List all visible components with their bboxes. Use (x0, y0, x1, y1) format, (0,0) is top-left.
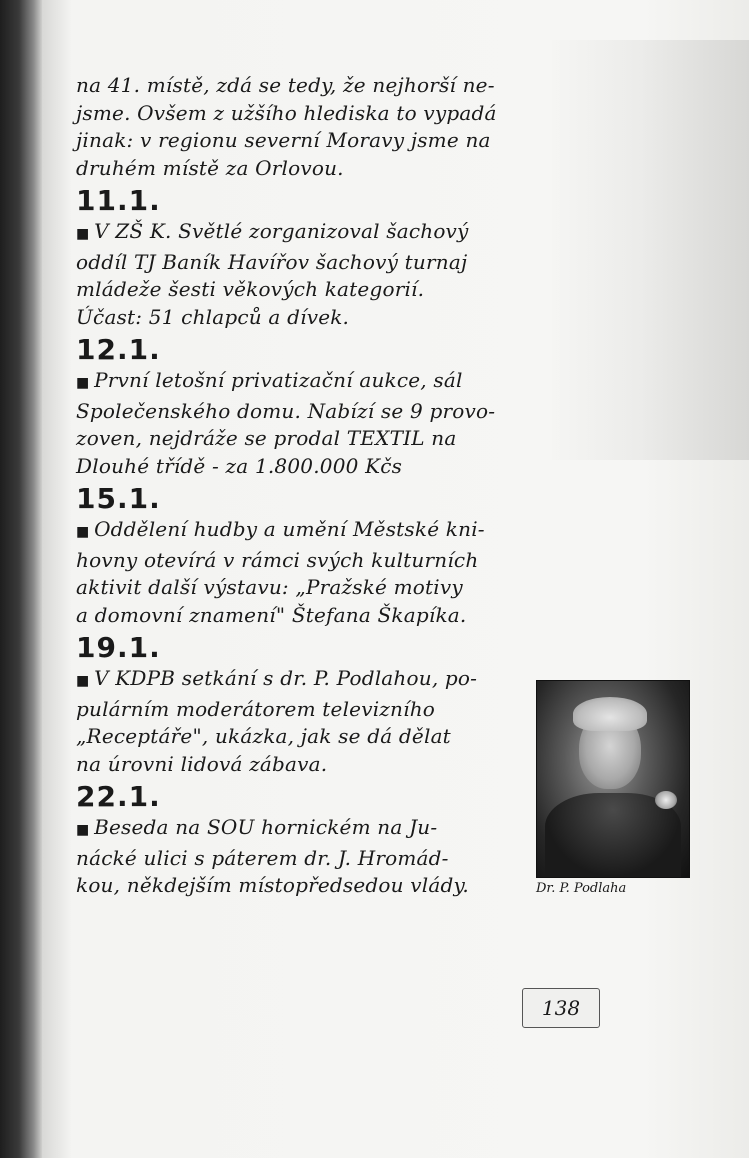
text-line: na 41. místě, zdá se tedy, že nejhorší ne- (76, 73, 495, 97)
text-line: oddíl TJ Baník Havířov šachový turnaj (76, 249, 468, 274)
text-line: zoven, nejdráže se prodal TEXTIL na (76, 426, 457, 450)
text-line: nácké ulici s páterem dr. J. Hromád- (76, 845, 449, 870)
text-line: ■ V KDPB setkání s dr. P. Podlahou, po- (76, 665, 546, 696)
portrait-photo (536, 680, 690, 878)
entry-date: 19.1. (76, 631, 161, 664)
entry-continuation (76, 72, 546, 182)
text-line: Účast: 51 chlapců a dívek. (76, 304, 350, 329)
entry-date: 22.1. (76, 780, 161, 813)
text-line: ■ Beseda na SOU hornickém na Ju- (76, 814, 546, 845)
text-line: a domovní znamení" Štefana Škapíka. (76, 602, 467, 627)
text-line: ■ První letošní privatizační aukce, sál (76, 367, 546, 398)
entry-date: 12.1. (76, 333, 161, 366)
chronicle-text (76, 72, 546, 900)
entry-22-1 (76, 780, 546, 900)
book-spine (0, 0, 42, 1158)
text-line: mládeže šesti věkových kategorií. (76, 277, 425, 301)
entry-15-1 (76, 482, 546, 629)
text-line: „Receptáře", ukázka, jak se dá dělat (76, 724, 451, 748)
entry-11-1 (76, 184, 546, 331)
bleed-through-shadow (549, 40, 749, 460)
text-line: ■ Oddělení hudby a umění Městské kni- (76, 516, 546, 547)
entry-date: 15.1. (76, 482, 161, 515)
text-line: druhém místě za Orlovou. (76, 155, 344, 180)
page-number: 138 (522, 988, 600, 1028)
text-line: jsme. Ovšem z užšího hlediska to vypadá (76, 100, 497, 125)
microphone-icon (655, 791, 677, 809)
entry-19-1 (76, 631, 546, 778)
text-line: ■ V ZŠ K. Světlé zorganizoval šachový (76, 218, 546, 249)
photo-caption: Dr. P. Podlaha (536, 881, 627, 896)
text-line: hovny otevírá v rámci svých kulturních (76, 547, 479, 572)
entry-date: 11.1. (76, 184, 161, 217)
text-line: Společenského domu. Nabízí se 9 provo- (76, 398, 496, 423)
text-line: na úrovni lidová zábava. (76, 751, 328, 776)
text-line: Dlouhé třídě - za 1.800.000 Kčs (76, 453, 403, 478)
text-line: aktivit další výstavu: „Pražské motivy (76, 575, 463, 599)
text-line: jinak: v regionu severní Moravy jsme na (76, 128, 491, 152)
text-line: kou, někdejším místopředsedou vlády. (76, 873, 469, 897)
text-line: pulárním moderátorem televizního (76, 696, 436, 721)
photo-figure-hair (573, 697, 647, 731)
entry-12-1 (76, 333, 546, 480)
